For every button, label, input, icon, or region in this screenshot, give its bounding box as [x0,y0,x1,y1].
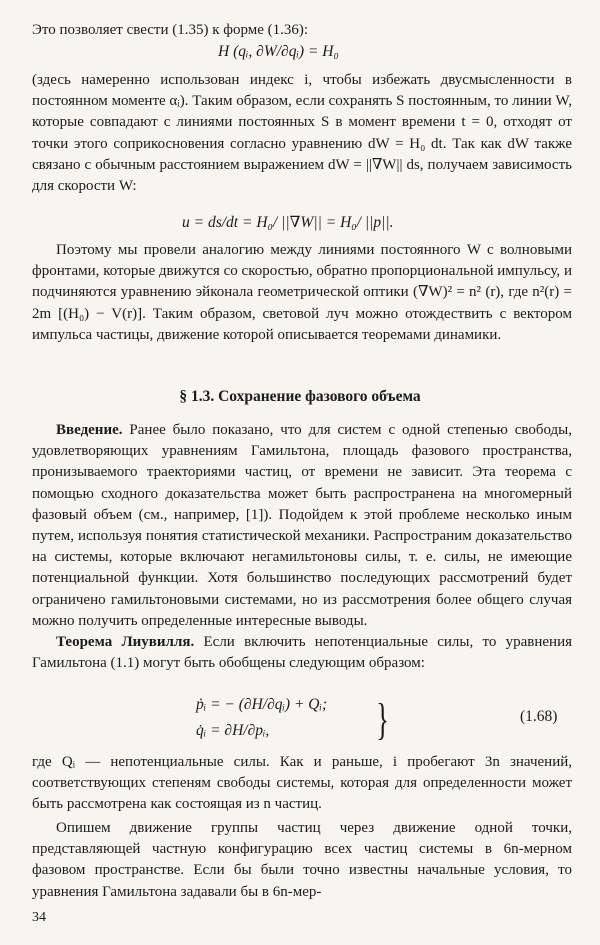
equation-momentum: ṗᵢ = − (∂H/∂qᵢ) + Qᵢ; [196,696,328,713]
paragraph-forces [32,752,572,816]
paragraph-intro-text: Это позволяет свести (1.35) к форме (1.36): [32,22,309,38]
page-number: 34 [32,910,46,925]
introduction-label: Введение. [56,422,123,438]
paragraph-eikonal-text: Поэтому мы провели аналогию между линиями постоянного W с волновыми фронтами, которые движутся со скоростью, обратно пропорциональной импульсу, и подчиняются уравнению эйконала геометрической оптики (∇W)² = n² (r), где n²(r) = 2m [(H₀) − V(r)]. Таким образом, световой луч можно отождествить с вектором импульса частицы, движение которой описывается теоремами динамики. [32,242,572,343]
paragraph-liouville-theorem [32,632,572,674]
paragraph-phase-space-text: Опишем движение группы частиц через движение одной точки, представляющей частную конфигурацию всех частиц системы в 6n-мерном фазовом пространстве. Если бы были точно известны начальные условия, то уравнения Гамильтона задавали бы в 6n-мер- [32,820,572,900]
paragraph-intro [32,20,572,41]
introduction-text: Ранее было показано, что для систем с одной степенью свободы, удовлетворяющих уравнениям Гамильтона, площадь фазового пространства, пронизываемого траекториями частиц, от времени не зависит. Эта теорема с помощью сходного доказательства может быть распространена на многомерный фазовый объем (см., например, [1]). Подойдем к этой проблеме несколько иным путем, используя понятия статистической механики. Распространим доказательство на системы, которые включают негамильтоновы силы, т. е. силы, не имеющие потенциальной функции. Хотя большинство последующих рассмотрений будет ограничено гамильтоновыми системами, но из рассмотрения более общего случая можно получить определенные интересные выводы. [32,422,572,629]
system-brace: } [376,695,389,744]
paragraph-eikonal [32,240,572,346]
equation-system [196,692,396,748]
theorem-label: Теорема Лиувилля. [56,634,195,650]
equation-coordinate: q̇ᵢ = ∂H/∂pᵢ, [196,722,270,739]
section-heading: § 1.3. Сохранение фазового объема [179,388,421,405]
theorem-text: Если включить непотенциальные силы, то уравнения Гамильтона (1.1) могут быть обобщены следующим образом: [32,634,573,672]
paragraph-forces-text: где Qᵢ — непотенциальные силы. Как и раньше, i пробегают 3n значений, соответствующих степеням свободы системы, которая для определенности может быть рассмотрена как состоящая из n частиц. [32,754,572,813]
paragraph-phase-space [32,818,572,903]
paragraph-wavefront-text: (здесь намеренно использован индекс i, чтобы избежать двусмысленности в постоянном моменте αᵢ). Таким образом, если сохранять S постоянным, то линии W, которые совпадают с линиями постоянных S в момент времени t = 0, отходят от точки этого соприкосновения согласно уравнению dW = H₀ dt. Так как dW также связано с обычным расстоянием выражением dW = ||∇W|| ds, получаем зависимость для скорости W: [32,72,572,195]
formula-velocity: u = ds/dt = H₀/ ||∇W|| = H₀/ ||p||. [182,214,394,231]
paragraph-introduction [32,420,572,632]
paragraph-wavefront [32,70,572,197]
equation-number: (1.68) [520,708,558,725]
formula-hamilton-jacobi: H (qᵢ, ∂W/∂qᵢ) = H₀ [218,43,339,60]
